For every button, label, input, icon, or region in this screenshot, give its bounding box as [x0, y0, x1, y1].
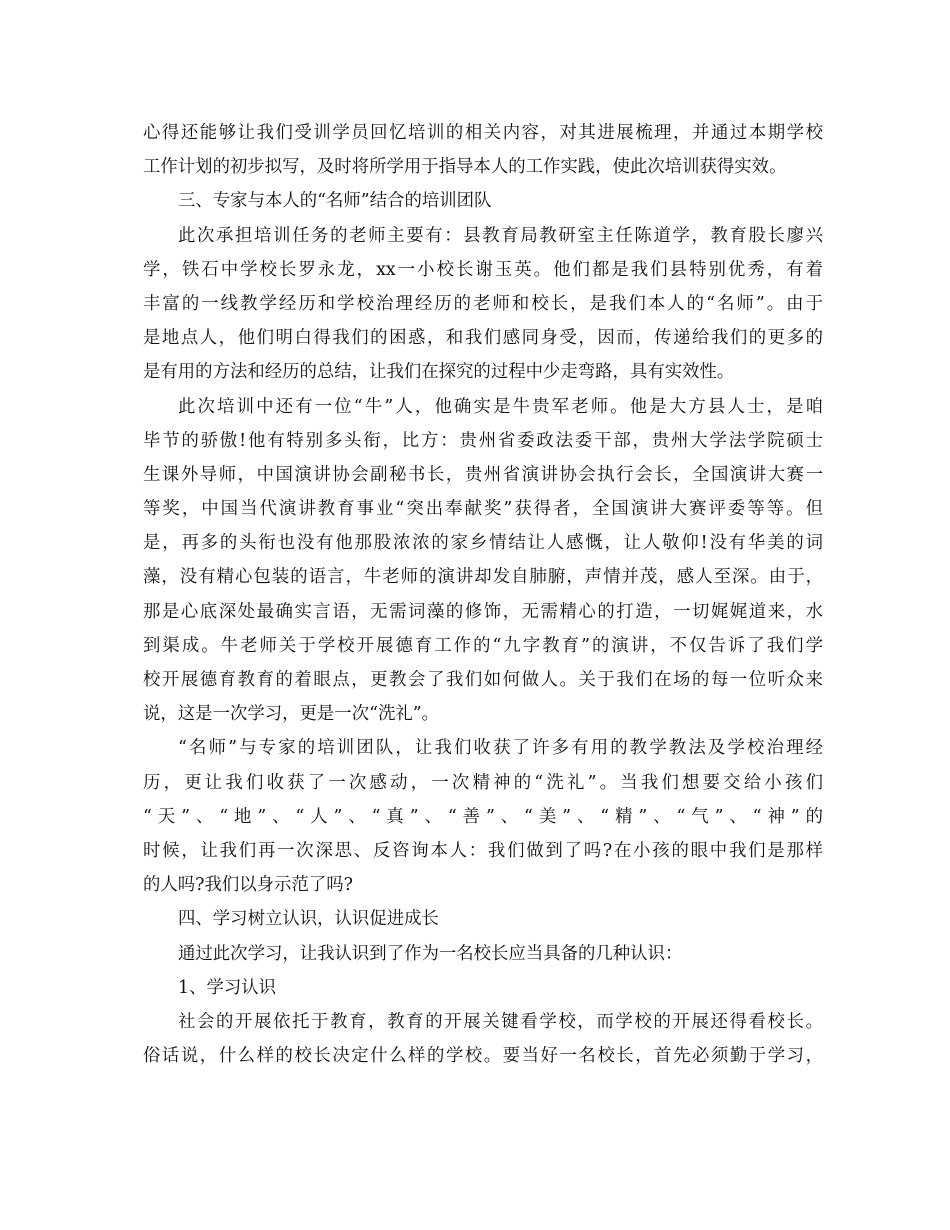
text-line-12: 等奖，中国当代演讲教育事业“突出奉献奖”获得者，全国演讲大赛评委等等。但 — [143, 499, 823, 520]
text-line-19: “名师”与专家的培训团队，让我们收获了许多有用的教学教法及学校治理经 — [178, 738, 823, 759]
text-line-2: 工作计划的初步拟写，及时将所学用于指导本人的工作实践，使此次培训获得实效。 — [143, 157, 787, 178]
text-line-23: 的人吗?我们以身示范了吗? — [143, 875, 353, 896]
text-line-7: 是地点人，他们明白得我们的困惑，和我们感同身受，因而，传递给我们的更多的 — [143, 328, 823, 349]
text-line-15: 那是心底深处最确实言语，无需词藻的修饰，无需精心的打造，一切娓娓道来，水 — [143, 601, 823, 622]
text-line-16: 到渠成。牛老师关于学校开展德育工作的“九字教育”的演讲，不仅告诉了我们学 — [143, 635, 823, 656]
text-line-1: 心得还能够让我们受训学员回忆培训的相关内容，对其进展梳理，并通过本期学校 — [143, 123, 823, 143]
section-heading-24: 四、学习树立认识，认识促进成长 — [178, 909, 439, 930]
text-line-14: 藻，没有精心包装的语言，牛老师的演讲却发自肺腑，声情并茂，感人至深。由于， — [143, 567, 823, 588]
document-page — [143, 116, 823, 1073]
text-line-9: 此次培训中还有一位“牛”人，他确实是牛贵军老师。他是大方县人士，是咱 — [178, 396, 823, 417]
text-line-18: 说，这是一次学习，更是一次“洗礼”。 — [143, 704, 440, 725]
text-line-10: 毕节的骄傲!他有特别多头衔，比方：贵州省委政法委干部，贵州大学法学院硕士 — [143, 430, 823, 451]
text-line-25: 通过此次学习，让我认识到了作为一名校长应当具备的几种认识： — [178, 943, 683, 964]
subsection-heading-26: 1、学习认识 — [178, 977, 277, 998]
text-line-22: 时候，让我们再一次深思、反咨询本人：我们做到了吗?在小孩的眼中我们是那样 — [143, 840, 823, 861]
text-line-17: 校开展德育教育的着眼点，更教会了我们如何做人。关于我们在场的每一位听众来 — [143, 670, 823, 690]
text-line-11: 生课外导师，中国演讲协会副秘书长，贵州省演讲协会执行会长，全国演讲大赛一 — [143, 464, 823, 485]
section-heading-3: 三、专家与本人的“名师”结合的培训团队 — [178, 191, 492, 212]
text-line-20: 历，更让我们收获了一次感动，一次精神的“洗礼”。当我们想要交给小孩们 — [143, 772, 823, 793]
text-line-6: 丰富的一线教学经历和学校治理经历的老师和校长，是我们本人的“名师”。由于 — [143, 293, 823, 314]
text-line-21: “天”、“地”、“人”、“真”、“善”、“美”、“精”、“气”、“神”的 — [143, 806, 823, 827]
text-line-4: 此次承担培训任务的老师主要有：县教育局教研室主任陈道学，教育股长廖兴 — [178, 225, 823, 246]
text-line-27: 社会的开展依托于教育，教育的开展关键看学校，而学校的开展还得看校长。 — [178, 1011, 823, 1032]
text-line-5: 学，铁石中学校长罗永龙，xx一小校长谢玉英。他们都是我们县特别优秀，有着 — [143, 259, 823, 280]
text-line-28: 俗话说，什么样的校长决定什么样的学校。要当好一名校长，首先必须勤于学习， — [143, 1046, 823, 1067]
text-line-8: 是有用的方法和经历的总结，让我们在探究的过程中少走弯路，具有实效性。 — [143, 362, 735, 383]
text-line-13: 是，再多的头衔也没有他那股浓浓的家乡情结让人感慨，让人敬仰!没有华美的词 — [143, 533, 823, 554]
